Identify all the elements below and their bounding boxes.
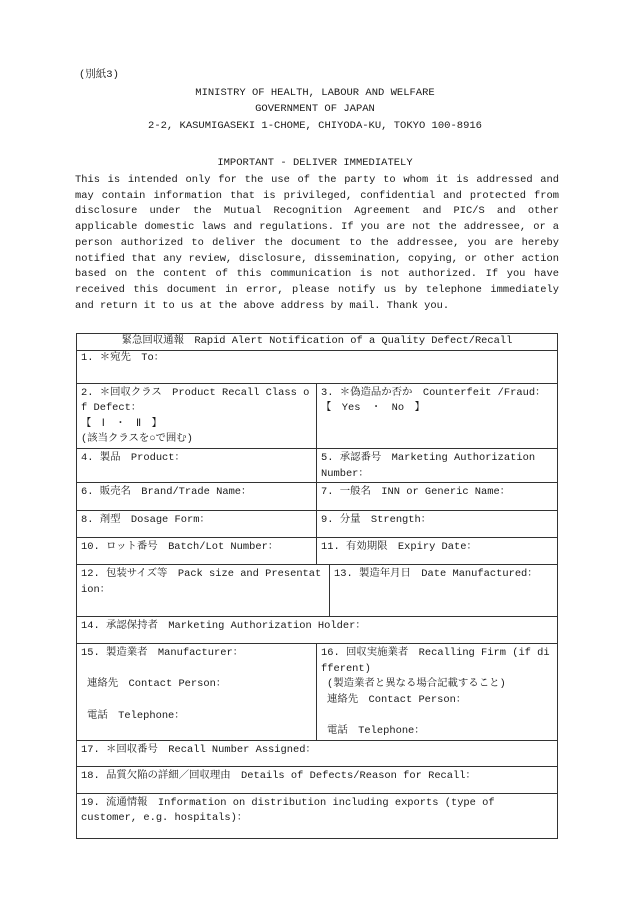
field-expiry-date-label: 11. 有効期限 Expiry Date： (321, 541, 477, 554)
field-authorization-holder-label: 14. 承認保持者 Marketing Authorization Holder： (81, 620, 366, 633)
field-generic-name-label: 7. 一般名 INN or Generic Name： (321, 486, 511, 499)
recall-class-options[interactable]: 【 Ⅰ ・ Ⅱ 】 (81, 417, 162, 430)
recalling-firm-note: (製造業者と異なる場合記載すること) (327, 678, 506, 691)
field-defect-details[interactable] (77, 766, 558, 793)
field-to-label: 1. ＊宛先 To： (81, 351, 165, 364)
field-recall-class-label: 2. ＊回収クラス Product Recall Class of Defect： (81, 386, 310, 415)
field-recall-number-label: 17. ＊回収番号 Recall Number Assigned： (81, 743, 316, 756)
field-manufacturer-label: 15. 製造業者 Manufacturer： (81, 647, 244, 660)
confidentiality-notice: This is intended only for the use of the party to whom it is addressed and may contain information that is privileged, confidential and protected from disclosure under the Mutual Recognition Agreement and PIC/S and other applicable domestic laws and regulations. If you are not the addressee, or a person authorized to deliver the document to the addressee, you are hereby notified that any review, disclosure, dissemination, copying, or other action based on the content of this communication is not authorized. If you have received this document in error, please notify us by telephone immediately and return it to us at the above address by mail. Thank you. (75, 174, 559, 312)
field-batch-number-label: 10. ロット番号 Batch/Lot Number： (81, 541, 279, 554)
field-recalling-firm-label: 16. 回収実施業者 Recalling Firm (if different) (321, 647, 550, 675)
field-defect-details-label: 18. 品質欠陥の詳細／回収理由 Details of Defects/Reason for Recall： (81, 769, 476, 782)
field-recall-number[interactable] (77, 740, 558, 766)
counterfeit-options[interactable]: 【 Yes ・ No 】 (321, 402, 425, 415)
ministry-name: MINISTRY OF HEALTH, LABOUR AND WELFARE (195, 87, 435, 99)
field-recalling-firm[interactable] (317, 644, 558, 741)
field-product[interactable] (77, 448, 317, 482)
field-batch-number[interactable] (77, 538, 317, 565)
field-brand-name-label: 6. 販売名 Brand/Trade Name： (81, 486, 252, 499)
annex-label: (別紙3) (79, 69, 119, 81)
field-authorization-holder[interactable] (77, 617, 558, 644)
field-product-label: 4. 製品 Product： (81, 451, 185, 464)
notice-title: IMPORTANT - DELIVER IMMEDIATELY (217, 157, 413, 169)
government-name: GOVERNMENT OF JAPAN (255, 103, 375, 115)
field-expiry-date[interactable] (317, 538, 558, 565)
field-strength[interactable] (317, 511, 558, 538)
form-title: 緊急回収通報 Rapid Alert Notification of a Quality Defect/Recall (77, 334, 558, 351)
field-marketing-authorization-number-label: 5. 承認番号 Marketing Authorization Number： (321, 451, 536, 480)
field-counterfeit[interactable] (317, 383, 558, 448)
field-distribution-info-label: 19. 流通情報 Information on distribution including exports (type of customer, e.g. hospitals)： (81, 796, 495, 825)
field-pack-size-label: 12. 包装サイズ等 Pack size and Presentation： (81, 568, 322, 596)
field-recall-class[interactable] (77, 383, 317, 448)
recall-class-note: (該当クラスを○で囲む) (81, 433, 193, 446)
field-marketing-authorization-number[interactable] (317, 448, 558, 482)
field-generic-name[interactable] (317, 483, 558, 511)
manufacturer-contact-label: 連絡先 Contact Person： (87, 678, 227, 691)
field-brand-name[interactable] (77, 483, 317, 511)
ministry-address: 2-2, KASUMIGASEKI 1-CHOME, CHIYODA-KU, TOKYO 100-8916 (148, 120, 482, 132)
field-date-manufactured-label: 13. 製造年月日 Date Manufactured： (334, 568, 538, 581)
field-to[interactable] (77, 350, 558, 383)
field-strength-label: 9. 分量 Strength： (321, 514, 432, 527)
manufacturer-phone-label: 電話 Telephone： (87, 709, 185, 722)
field-pack-size[interactable] (77, 565, 330, 617)
field-dosage-form-label: 8. 剤型 Dosage Form： (81, 514, 210, 527)
field-dosage-form[interactable] (77, 511, 317, 538)
field-distribution-info[interactable] (77, 793, 558, 838)
field-date-manufactured[interactable] (330, 565, 558, 617)
recalling-firm-phone-label: 電話 Telephone： (327, 725, 425, 738)
recalling-firm-contact-label: 連絡先 Contact Person： (327, 693, 467, 706)
rapid-alert-form (76, 333, 558, 839)
field-counterfeit-label: 3. ＊偽造品か否か Counterfeit /Fraud： (321, 386, 546, 399)
field-manufacturer[interactable] (77, 644, 317, 741)
